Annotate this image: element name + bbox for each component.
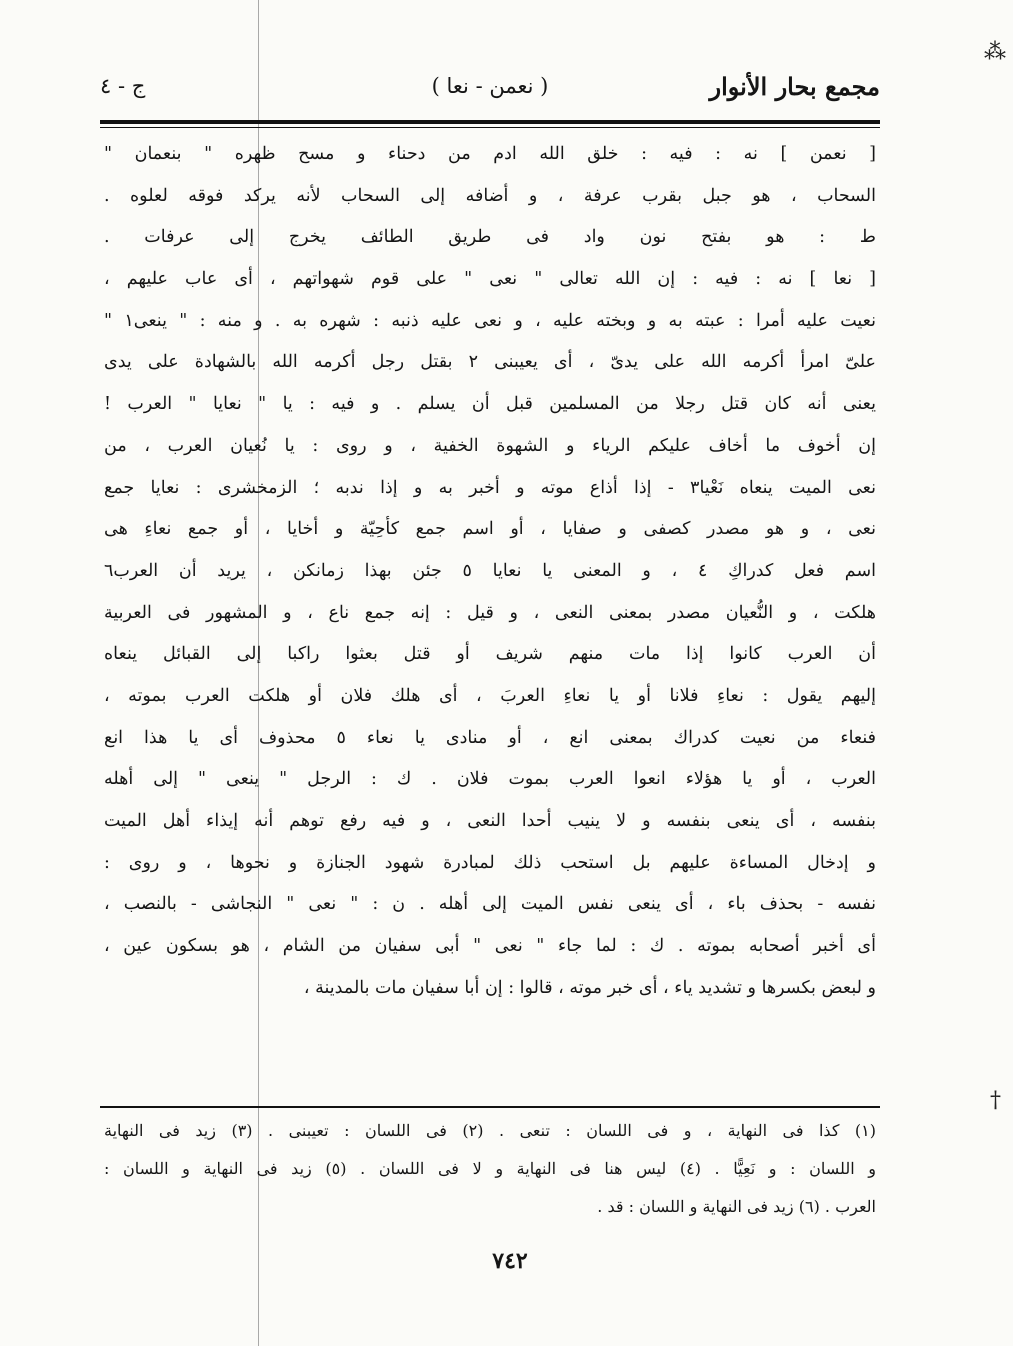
footnote-line: العرب . (٦) زيد فى النهاية و اللسان : قد . (597, 1197, 876, 1216)
text-line: فنعاء من نعيت كدراك بمعنى انع ، أو منادى يا نعاء ٥ محذوف أى يا هذا انع (104, 727, 876, 748)
text-line: علىّ امرأ أكرمه الله على يدىّ ، أى يعيبنى ٢ بقتل رجل أكرمه الله بالشهادة على يدى (104, 352, 876, 373)
volume-number: ج - ٤ (100, 74, 146, 98)
page-number: ٧٤٢ (492, 1248, 528, 1274)
text-line: أى أخبر أصحابه بموته . ك : لما جاء " نعى " أبى سفيان من الشام ، هو بسكون عين ، (104, 936, 876, 957)
footnote-line: و اللسان : و نَعِيًّا . (٤) ليس هنا فى النهاية و لا فى اللسان . (٥) زيد فى النهاية و اللسان : (104, 1159, 876, 1178)
text-line: إن أخوف ما أخاف عليكم الرياء و الشهوة الخفية ، و روى : يا نُعيان العرب ، من (104, 435, 876, 456)
text-line: اسم فعل كدراكِ ٤ ، و المعنى يا نعايا ٥ جئن بهذا زمانكن ، يريد أن العرب٦ (104, 560, 876, 581)
footnotes (104, 1112, 876, 1226)
text-line: نعى الميت ينعاه نَعْيا٣ - إذا أذاع موته و أخبر به و إذا ندبه ؛ الزمخشرى : نعايا جمع (104, 477, 876, 498)
text-line: إليهم يقول : نعاءِ فلانا أو يا نعاءِ العربَ ، أى هلك فلان أو هلكت العرب بموته ، (104, 685, 876, 706)
section-title: ( نعمن - نعا ) (431, 74, 549, 98)
footnote-line: (١) كذا فى النهاية ، و فى اللسان : تنعى . (٢) فى اللسان : تعيبنى . (٣) زيد فى النهاية (104, 1121, 876, 1140)
text-line: ط : هو بفتح نون واد فى طريق الطائف يخرج إلى عرفات . (104, 227, 876, 248)
body-text (104, 134, 876, 1009)
text-line: يعنى أنه كان قتل رجلا من المسلمين قبل أن يسلم . و فيه : يا " نعايا " العرب ! (104, 394, 876, 415)
text-line: هلكت ، و النُّعيان مصدر بمعنى النعى ، و قيل : إنه جمع ناع ، و المشهور فى العربية (104, 602, 876, 623)
footnote-rule (100, 1106, 880, 1108)
text-line: نعيت عليه أمرا : عبته به و وبخته عليه ، و نعى عليه ذنبه : شهره به . و منه : " ينعى١ " (104, 310, 876, 331)
header-rule-thin (100, 127, 880, 128)
text-line: و إدخال المساءة عليهم بل استحب ذلك لمبادرة شهود الجنازة و نحوها ، و روى : (104, 852, 876, 873)
text-line: نفسه - بحذف باء ، أى ينعى نفس الميت إلى أهله . ن : " نعى " النجاشى - بالنصب ، (104, 894, 876, 915)
text-line: السحاب ، هو جبل بقرب عرفة ، و أضافه إلى السحاب لأنه يركد فوقه لعلوه . (104, 185, 876, 206)
text-line: [ نعا ] نه : فيه : إن الله تعالى " نعى " على قوم شهواتهم ، أى عاب عليهم ، (104, 269, 876, 290)
text-line: [ نعمن ] نه : فيه : خلق الله ادم من دحناء و مسح ظهره " بنعمان " (104, 144, 876, 164)
text-line: العرب ، أو يا هؤلاء انعوا العرب بموت فلان . ك : الرجل " ينعى " إلى أهله (104, 769, 876, 790)
margin-mark-icon: ⁂ (984, 40, 1006, 65)
text-line: أن العرب كانوا إذا مات منهم شريف أو قتل بعثوا راكبا إلى القبائل ينعاه (104, 644, 876, 665)
running-header (100, 70, 880, 114)
text-line: نعى ، و هو مصدر كصفى و صفايا ، أو اسم جمع كأحِيّة و أخايا ، أو جمع نعاءِ هى (104, 519, 876, 540)
text-line: و لبعض بكسرها و تشديد ياء ، أى خبر موته ، قالوا : إن أبا سفيان مات بالمدينة ، (303, 977, 876, 998)
book-title: مجمع بحار الأنوار (709, 72, 880, 101)
text-line: بنفسه ، أى ينعى بنفسه و لا ينيب أحدا النعى ، و فيه رفع توهم أنه إيذاء أهل الميت (104, 811, 876, 831)
header-rule-thick (100, 120, 880, 124)
margin-mark-icon: † (990, 1088, 1001, 1113)
